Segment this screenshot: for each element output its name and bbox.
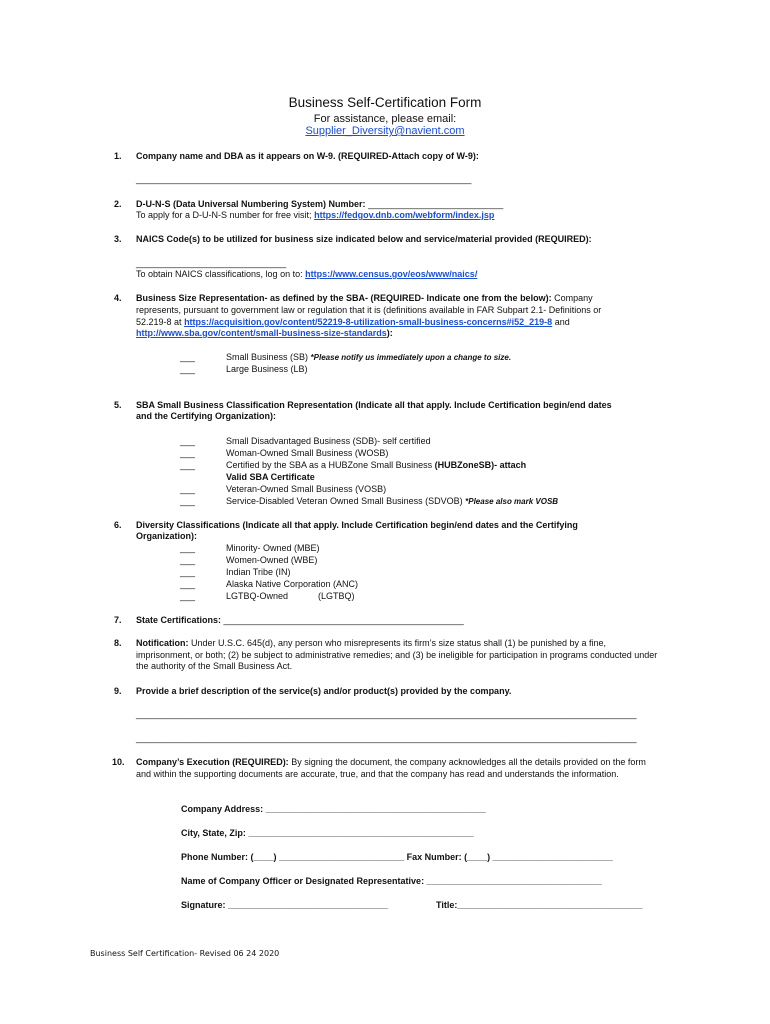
vosb-checkbox[interactable]: ___ bbox=[180, 484, 196, 494]
size-rep-company: Company bbox=[554, 293, 593, 303]
notification-heading: Notification: bbox=[136, 638, 189, 648]
item-number-10: 10. bbox=[112, 757, 125, 767]
size-rep-close: ): bbox=[386, 328, 393, 338]
naics-info-text: To obtain NAICS classifications, log on to: bbox=[136, 269, 303, 279]
description-label: Provide a brief description of the service(s) and/or product(s) provided by the company. bbox=[136, 686, 512, 696]
duns-label: D-U-N-S (Data Universal Numbering System) Number: bbox=[136, 199, 366, 209]
lb-checkbox[interactable]: ___ bbox=[180, 364, 196, 374]
hubzone-attach: (HUBZoneSB)- attach bbox=[434, 460, 527, 470]
size-rep-and: and bbox=[554, 317, 570, 327]
page-footer: Business Self Certification- Revised 06 24 2020 bbox=[90, 949, 280, 958]
execution-text: By signing the document, the company acknowledges all the details provided on the form and within the supporting documents are accurate, true, and that the company has read and understands the information. bbox=[136, 757, 646, 779]
signature-field[interactable]: Signature: ________________________________ bbox=[181, 900, 389, 910]
sb-label: Small Business (SB) bbox=[226, 352, 309, 362]
city-state-zip-field[interactable]: City, State, Zip: _____________________________________________ bbox=[181, 828, 474, 838]
diversity-line1: Diversity Classifications (Indicate all that apply. Include Certification begin/end dates and the Certifying bbox=[136, 520, 578, 530]
company-address-field[interactable]: Company Address: ____________________________________________ bbox=[181, 804, 486, 814]
hubzone-label: Certified by the SBA as a HUBZone Small Business bbox=[226, 460, 433, 470]
item-number-1: 1. bbox=[114, 151, 122, 161]
sba-class-line2: and the Certifying Organization): bbox=[136, 411, 277, 421]
sdb-checkbox[interactable]: ___ bbox=[180, 436, 196, 446]
size-rep-line4 bbox=[136, 328, 393, 340]
item-number-6: 6. bbox=[114, 520, 122, 530]
lgtbq-abbr: (LGTBQ) bbox=[318, 591, 355, 601]
in-checkbox[interactable]: ___ bbox=[180, 567, 196, 577]
size-rep-heading: Business Size Representation- as defined by the SBA- (REQUIRED- Indicate one from the below): bbox=[136, 293, 552, 303]
naics-link[interactable]: https://www.census.gov/eos/www/naics/ bbox=[305, 269, 478, 279]
size-rep-line2: represents, pursuant to government law or regulation that it is (definitions available in FAR Subpart 2.1- Definitions or bbox=[136, 305, 602, 315]
mbe-checkbox[interactable]: ___ bbox=[180, 543, 196, 553]
state-cert-row bbox=[136, 615, 464, 627]
item-number-5: 5. bbox=[114, 400, 122, 410]
in-label: Indian Tribe (IN) bbox=[226, 567, 291, 577]
anc-label: Alaska Native Corporation (ANC) bbox=[226, 579, 359, 589]
hubzone-option bbox=[226, 460, 526, 472]
duns-apply-row bbox=[136, 210, 494, 222]
item-number-8: 8. bbox=[114, 638, 122, 648]
duns-row bbox=[136, 199, 503, 211]
sb-checkbox[interactable]: ___ bbox=[180, 352, 196, 362]
far-link[interactable]: https://acquisition.gov/content/52219-8-utilization-small-business-concerns#i52_219-8 bbox=[184, 317, 553, 327]
naics-field[interactable]: ______________________________ bbox=[136, 258, 287, 268]
naics-info-row bbox=[136, 269, 477, 281]
sdvob-label: Service-Disabled Veteran Owned Small Business (SDVOB) bbox=[226, 496, 463, 506]
size-rep-line3-text: 52.219-8 at bbox=[136, 317, 182, 327]
sba-size-link[interactable]: http://www.sba.gov/content/small-business-size-standards bbox=[136, 328, 387, 338]
vosb-label: Veteran-Owned Small Business (VOSB) bbox=[226, 484, 387, 494]
execution-heading: Company’s Execution (REQUIRED): bbox=[136, 757, 289, 767]
mbe-label: Minority- Owned (MBE) bbox=[226, 543, 320, 553]
execution-paragraph bbox=[136, 757, 661, 780]
company-name-label: Company name and DBA as it appears on W-9. (REQUIRED-Attach copy of W-9): bbox=[136, 151, 479, 161]
notification-text: Under U.S.C. 645(d), any person who misrepresents its firm’s size status shall (1) be punished by a fine, imprisonment, or both; (2) be subject to administrative remedies; and (3) be ineligible for participation in programs conducted under the authority of the Small Business Act. bbox=[136, 638, 658, 671]
item-number-7: 7. bbox=[114, 615, 122, 625]
phone-fax-field[interactable]: Phone Number: (____) _________________________ Fax Number: (____) ________________________ bbox=[181, 852, 613, 862]
hubzone-certificate: Valid SBA Certificate bbox=[226, 472, 315, 482]
sb-option bbox=[226, 352, 511, 364]
sdvob-option bbox=[226, 496, 558, 508]
lgtbq-checkbox[interactable]: ___ bbox=[180, 591, 196, 601]
state-cert-label: State Certifications: bbox=[136, 615, 222, 625]
item-number-3: 3. bbox=[114, 234, 122, 244]
item-number-9: 9. bbox=[114, 686, 122, 696]
page-title: Business Self-Certification Form bbox=[288, 95, 482, 110]
officer-name-field[interactable]: Name of Company Officer or Designated Representative: ___________________________________ bbox=[181, 876, 602, 886]
notification-paragraph bbox=[136, 638, 661, 673]
duns-field[interactable]: ___________________________ bbox=[368, 199, 504, 209]
diversity-line2: Organization): bbox=[136, 531, 197, 541]
sb-note: *Please notify us immediately upon a change to size. bbox=[310, 353, 512, 362]
size-rep-line1 bbox=[136, 293, 593, 305]
assistance-text: For assistance, please email: bbox=[313, 113, 457, 125]
wbe-checkbox[interactable]: ___ bbox=[180, 555, 196, 565]
naics-label: NAICS Code(s) to be utilized for business size indicated below and service/material provided (REQUIRED): bbox=[136, 234, 592, 244]
description-line-1[interactable]: ____________________________________________________________________________________________________ bbox=[136, 709, 637, 719]
duns-apply-text: To apply for a D-U-N-S number for free visit; bbox=[136, 210, 312, 220]
sba-class-line1: SBA Small Business Classification Representation (Indicate all that apply. Include Certification begin/end dates bbox=[136, 400, 612, 410]
wosb-label: Woman-Owned Small Business (WOSB) bbox=[226, 448, 389, 458]
sdvob-note: *Please also mark VOSB bbox=[465, 497, 559, 506]
hubzone-checkbox[interactable]: ___ bbox=[180, 460, 196, 470]
support-email-link[interactable]: Supplier_Diversity@navient.com bbox=[305, 125, 465, 137]
lgtbq-label: LGTBQ-Owned bbox=[226, 591, 289, 601]
item-number-2: 2. bbox=[114, 199, 122, 209]
sdvob-checkbox[interactable]: ___ bbox=[180, 496, 196, 506]
item-number-4: 4. bbox=[114, 293, 122, 303]
lb-label: Large Business (LB) bbox=[226, 364, 308, 374]
state-cert-field[interactable]: ________________________________________________ bbox=[223, 615, 464, 625]
anc-checkbox[interactable]: ___ bbox=[180, 579, 196, 589]
company-name-field[interactable]: ___________________________________________________________________ bbox=[136, 174, 472, 184]
wbe-label: Women-Owned (WBE) bbox=[226, 555, 318, 565]
size-rep-line3 bbox=[136, 317, 570, 329]
description-line-2[interactable]: ____________________________________________________________________________________________________ bbox=[136, 733, 637, 743]
wosb-checkbox[interactable]: ___ bbox=[180, 448, 196, 458]
title-field[interactable]: Title:_____________________________________ bbox=[436, 900, 643, 910]
sdb-label: Small Disadvantaged Business (SDB)- self certified bbox=[226, 436, 431, 446]
duns-link[interactable]: https://fedgov.dnb.com/webform/index.jsp bbox=[314, 210, 495, 220]
